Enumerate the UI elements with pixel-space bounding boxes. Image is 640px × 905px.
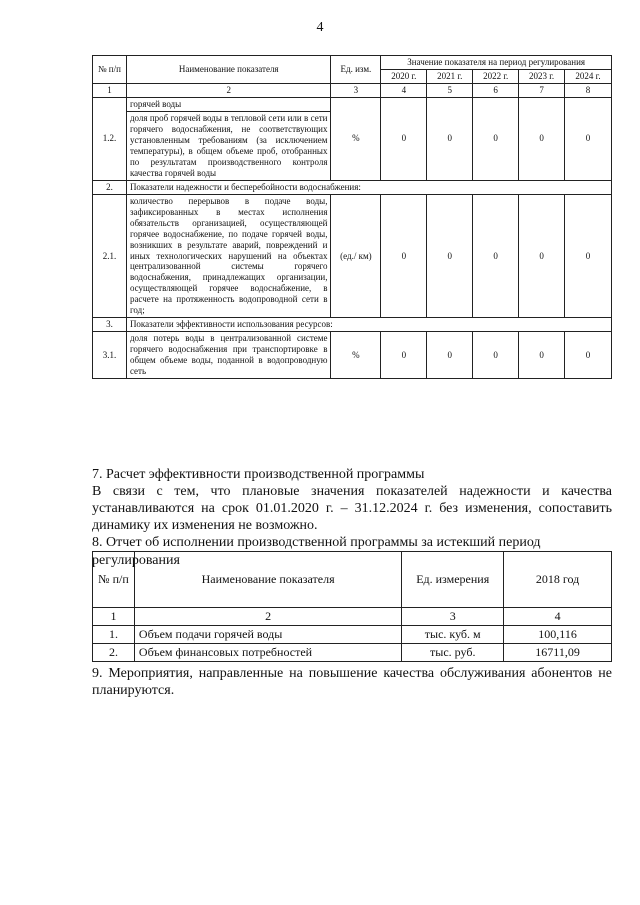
column-numbers-row — [93, 608, 612, 626]
row-value: 0 — [381, 97, 427, 180]
carryover-text: горячей воды — [126, 97, 331, 111]
table-row — [93, 332, 612, 379]
header-period-group: Значение показателя на период регулирования — [381, 56, 612, 70]
report-table — [92, 551, 612, 662]
col-number: 2 — [134, 608, 401, 626]
row-description: доля проб горячей воды в тепловой сети или в сети горячего водоснабжения, не соответствующих установленным требованиям (за исключением температуры), в общем объеме проб, отобранных по результатам производственного контроля качества горячей воды — [126, 111, 331, 180]
section-row — [93, 318, 612, 332]
col-number: 4 — [381, 83, 427, 97]
row-name: Объем финансовых потребностей — [134, 644, 401, 662]
header-year: 2022 г. — [473, 69, 519, 83]
header-year: 2023 г. — [519, 69, 565, 83]
row-value: 0 — [565, 194, 612, 318]
page-number: 4 — [316, 20, 324, 35]
row-unit: (ед./ км) — [331, 194, 381, 318]
header-unit: Ед. изм. — [331, 56, 381, 84]
header-name: Наименование показателя — [134, 552, 401, 608]
row-description: количество перерывов в подаче воды, зафиксированных в местах исполнения обязательств организацией, осуществляющей горячее водоснабжение, по подаче горячей воды, возникших в результате аварий, повреждений и иных технологических нарушений на объектах централизованной системы горячего водоснабжения, принадлежащих организации, осуществляющей горячее водоснабжение, в расчете на протяженность водопроводной сети в год; — [126, 194, 331, 318]
row-num: 1. — [93, 626, 135, 644]
row-value: 0 — [565, 332, 612, 379]
row-name: Объем подачи горячей воды — [134, 626, 401, 644]
section-row — [93, 180, 612, 194]
header-num: № п/п — [93, 552, 135, 608]
col-number: 5 — [427, 83, 473, 97]
row-num: 2.1. — [93, 194, 127, 318]
header-num: № п/п — [93, 56, 127, 84]
section7-text: В связи с тем, что плановые значения показателей надежности и качества устанавливаются на срок 01.01.2020 г. – 31.12.2024 г. без изменения, сопоставить динамику их изменения не возможно. — [92, 484, 612, 533]
row-unit: % — [331, 97, 381, 180]
header-unit: Ед. измерения — [402, 552, 504, 608]
table-row — [93, 194, 612, 318]
col-number: 3 — [331, 83, 381, 97]
row-value: 0 — [427, 194, 473, 318]
row-value: 0 — [473, 97, 519, 180]
col-number: 3 — [402, 608, 504, 626]
row-num: 1.2. — [93, 97, 127, 180]
col-number: 8 — [565, 83, 612, 97]
section-num: 3. — [93, 318, 127, 332]
header-name: Наименование показателя — [126, 56, 331, 84]
section-num: 2. — [93, 180, 127, 194]
row-num: 3.1. — [93, 332, 127, 379]
section8-heading: 8. Отчет об исполнении производственной программы за истекший период регулирования — [92, 535, 541, 568]
table-header-row — [93, 552, 612, 608]
section9-text: 9. Мероприятия, направленные на повышение качества обслуживания абонентов не планируются. — [92, 666, 612, 698]
col-number: 7 — [519, 83, 565, 97]
row-unit: % — [331, 332, 381, 379]
row-description: доля потерь воды в централизованной системе горячего водоснабжения при транспортировке в общем объеме воды, поданной в водопроводную сеть — [126, 332, 331, 379]
col-number: 2 — [126, 83, 331, 97]
header-year: 2021 г. — [427, 69, 473, 83]
row-value: 0 — [381, 194, 427, 318]
row-unit: тыс. руб. — [402, 644, 504, 662]
col-number: 1 — [93, 608, 135, 626]
header-year: 2018 год — [504, 552, 612, 608]
row-value: 0 — [565, 97, 612, 180]
table-header-row — [93, 56, 612, 70]
row-unit: тыс. куб. м — [402, 626, 504, 644]
section-title: Показатели надежности и бесперебойности водоснабжения: — [126, 180, 611, 194]
column-numbers-row — [93, 83, 612, 97]
row-num: 2. — [93, 644, 135, 662]
row-value: 0 — [381, 332, 427, 379]
row-value: 0 — [519, 97, 565, 180]
col-number: 6 — [473, 83, 519, 97]
table-row — [93, 97, 612, 111]
row-value: 0 — [427, 97, 473, 180]
row-value: 0 — [519, 332, 565, 379]
col-number: 4 — [504, 608, 612, 626]
row-value: 16711,09 — [504, 644, 612, 662]
indicators-table — [92, 55, 612, 379]
col-number: 1 — [93, 83, 127, 97]
row-value: 0 — [519, 194, 565, 318]
section-title: Показатели эффективности использования ресурсов: — [126, 318, 611, 332]
table-row — [93, 644, 612, 662]
header-year: 2020 г. — [381, 69, 427, 83]
table-row — [93, 626, 612, 644]
row-value: 0 — [473, 332, 519, 379]
header-year: 2024 г. — [565, 69, 612, 83]
row-value: 0 — [473, 194, 519, 318]
row-value: 100,116 — [504, 626, 612, 644]
section7-heading: 7. Расчет эффективности производственной программы — [92, 467, 425, 482]
row-value: 0 — [427, 332, 473, 379]
